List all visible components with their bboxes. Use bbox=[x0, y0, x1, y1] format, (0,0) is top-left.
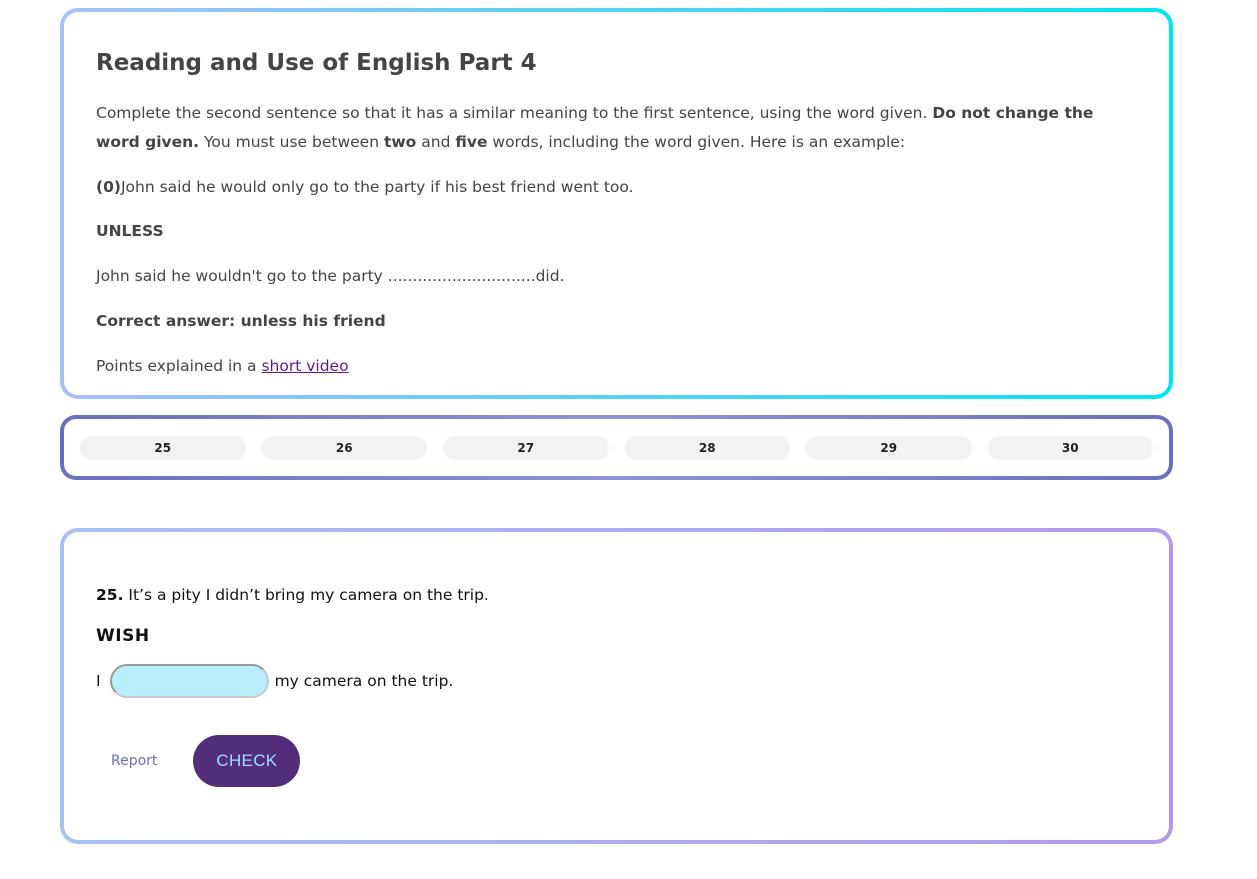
question-sentence-text: It’s a pity I didn’t bring my camera on the trip. bbox=[123, 586, 489, 604]
video-note-prefix: Points explained in a bbox=[96, 357, 262, 375]
question-content bbox=[96, 582, 1136, 787]
answer-prefix: I bbox=[96, 672, 101, 690]
question-sentence bbox=[96, 582, 1136, 608]
question-card bbox=[60, 528, 1173, 844]
question-nav-button-28[interactable]: 28 bbox=[625, 436, 791, 460]
question-actions bbox=[96, 735, 1136, 787]
question-nav-button-27[interactable]: 27 bbox=[443, 436, 609, 460]
instructions-card bbox=[60, 8, 1173, 399]
instructions-bold: Do not change the word given. bbox=[96, 104, 1094, 151]
check-button[interactable]: CHECK bbox=[193, 735, 300, 787]
instructions-part: You must use between bbox=[199, 133, 384, 151]
page-title: Reading and Use of English Part 4 bbox=[96, 50, 537, 76]
instructions-part: words, including the word given. Here is an example: bbox=[487, 133, 906, 151]
question-nav-button-29[interactable]: 29 bbox=[806, 436, 972, 460]
report-button[interactable]: Report bbox=[111, 753, 158, 769]
answer-line bbox=[96, 664, 1136, 698]
question-nav-button-26[interactable]: 26 bbox=[262, 436, 428, 460]
instructions-bold: two bbox=[383, 133, 417, 151]
video-note bbox=[96, 352, 1126, 381]
instructions-bold: five bbox=[455, 133, 488, 151]
question-number: 25. bbox=[96, 586, 124, 604]
example-number: (0) bbox=[96, 178, 121, 196]
question-nav-row bbox=[80, 436, 1153, 460]
question-navigation bbox=[60, 415, 1173, 480]
short-video-link[interactable]: short video bbox=[261, 357, 349, 375]
question-keyword: WISH bbox=[96, 626, 150, 646]
instructions-part: and bbox=[416, 133, 456, 151]
example-sentence-text: John said he would only go to the party if his best friend went too. bbox=[120, 178, 634, 196]
answer-input[interactable] bbox=[110, 664, 269, 698]
instructions-part: Complete the second sentence so that it has a similar meaning to the first sentence, using the word given. bbox=[96, 104, 933, 122]
example-correct-answer: Correct answer: unless his friend bbox=[96, 312, 386, 330]
question-nav-button-25[interactable]: 25 bbox=[80, 436, 246, 460]
instructions-text bbox=[96, 99, 1126, 157]
question-nav-button-30[interactable]: 30 bbox=[988, 436, 1154, 460]
answer-suffix: my camera on the trip. bbox=[274, 672, 454, 690]
example-gapped-sentence: John said he wouldn't go to the party ..............................did. bbox=[96, 267, 565, 285]
instructions-content bbox=[96, 46, 1126, 381]
example-sentence bbox=[96, 173, 1126, 202]
example-keyword: UNLESS bbox=[96, 222, 164, 240]
